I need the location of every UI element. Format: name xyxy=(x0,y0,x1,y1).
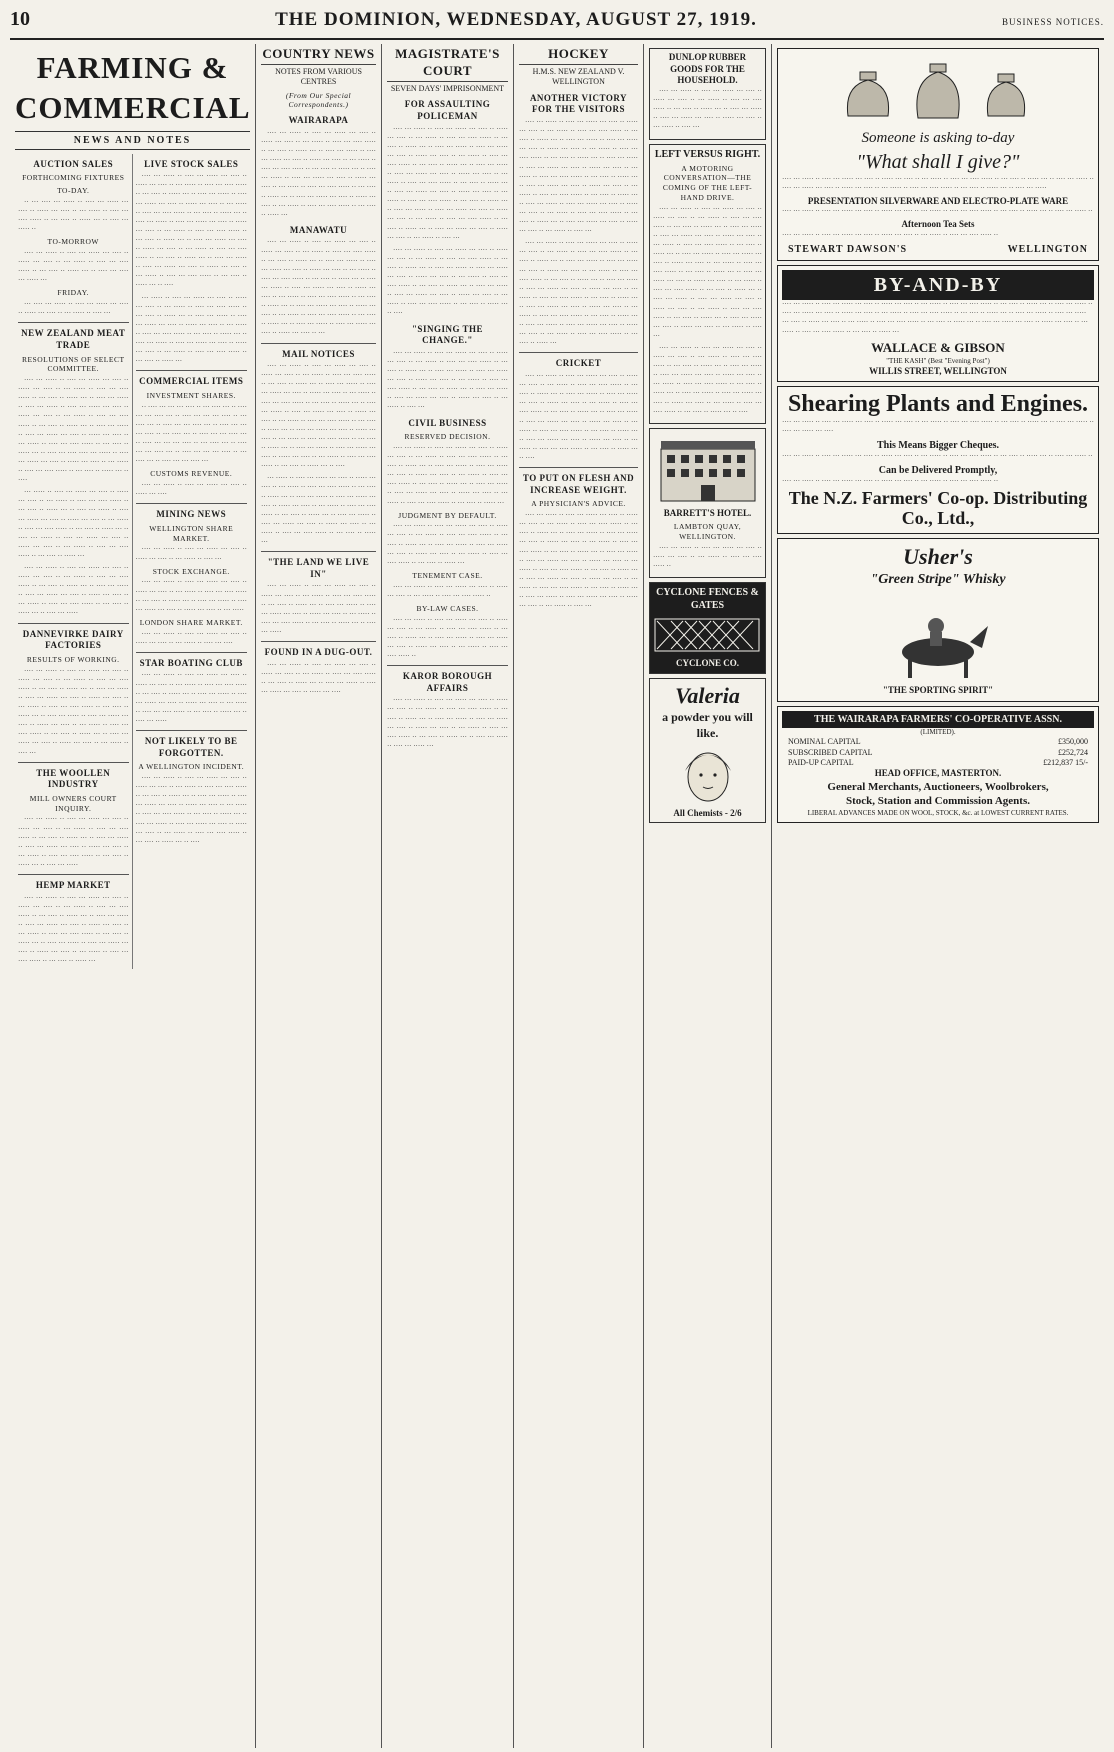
capital-row-nominal xyxy=(782,737,1094,747)
text-block: ···· ··· ····· ·· ···· ··· ····· ··· ···· ·· ····· ··· ···· ·· ··· ····· ·· ···· ··· ···· ····· ·· ··· ···· ·· ····· ··· ·· ···· ··· ····· ·· ···· ··· ····· ··· ···· ·· ····· ··· ···· ·· ··· ····· ·· ···· ··· ···· ····· ·· ··· ···· ·· ····· ··· ·· ···· ··· ····· ·· ···· ··· ····· ··· ···· ·· ····· ··· ···· ·· ··· ····· ·· ···· ··· ···· ····· ·· ··· ···· ·· ····· ··· ·· ···· xyxy=(387,245,508,318)
nominal-value: £350,000 xyxy=(1058,737,1088,747)
text-block: ···· ··· ····· ·· ···· ··· ····· ··· ···· ·· ····· ··· ···· ·· ··· ····· ·· ···· ··· xyxy=(135,545,247,563)
sporting-spirit: "THE SPORTING SPIRIT" xyxy=(882,685,994,696)
hockey-column xyxy=(514,44,644,1748)
assault-heading: FOR ASSAULTING POLICEMAN xyxy=(404,99,491,121)
ushers-whisky-ad xyxy=(777,538,1099,702)
country-news-subtitle: NOTES FROM VARIOUS CENTRES xyxy=(261,64,376,88)
divider xyxy=(519,352,638,353)
byandby-banner: BY-AND-BY xyxy=(782,270,1094,300)
text-block: ···· ··· ····· ·· ···· ··· ····· ··· ···· ·· ····· ··· ···· ·· ··· ····· ·· ···· ··· ···· ····· ·· ··· ···· ·· ····· ··· ·· ···· ··· ····· ·· ···· ··· ····· ··· ···· ·· ····· ··· ···· ·· ··· ····· ·· ···· ··· ···· ····· ·· ··· ···· ·· ····· ··· ·· ···· ··· ····· xyxy=(135,671,247,725)
mining-heading: MINING NEWS xyxy=(156,509,227,520)
civil-heading: CIVIL BUSINESS xyxy=(408,417,487,428)
text-block: ···· ··· ····· ·· ···· ··· ····· ··· ···· ·· ····· ··· ···· ·· ··· ····· ·· ···· ··· ···· ····· ·· ··· ···· ·· ····· ··· ·· ···· ··· ····· ·· ···· ··· ····· ··· ···· ·· ····· ··· ···· ·· ··· ····· ·· ···· ··· ···· ····· ·· ··· ···· ·· ····· ··· xyxy=(387,522,508,567)
magistrate-title: MAGISTRATE'S COURT xyxy=(395,46,500,78)
divider xyxy=(261,551,376,552)
text-block: ···· ··· ····· ·· ···· ··· ····· ··· ···· ·· ····· ··· ···· ·· ··· ····· ·· ···· ··· ···· ····· ·· ··· ···· ·· ····· ··· ·· ···· ··· ···· ··· ····· ··· xyxy=(18,248,129,285)
commercial-items-heading: COMMERCIAL ITEMS xyxy=(139,376,244,387)
paidup-value: £212,837 15/- xyxy=(1043,758,1088,767)
text-block: ··· ····· ·· ···· ··· ····· ··· ···· ·· ····· ··· ···· ·· ··· ····· ·· ···· ··· ···· ····· ·· ··· ···· ·· ····· ··· ·· ···· ··· ····· ·· ···· ··· ····· ··· ···· ·· ····· ··· ···· ·· ··· ····· ·· ···· ··· ···· ····· ·· ··· ···· ·· ····· ··· ·· ···· ··· ····· ·· ···· ··· ····· ··· ···· ·· ····· ··· ···· ·· ··· ····· ·· ···· ··· ···· ····· ·· ··· ···· ·· ····· ··· xyxy=(18,488,129,560)
text-block: ···· ··· ····· ·· ···· ··· ····· ··· ···· ·· ····· ··· ···· ·· ··· ····· ·· ···· ··· ···· ····· ·· ··· ···· ·· ····· ··· ·· ···· ··· ····· ·· ···· ··· ····· ··· ···· ·· ····· ··· ···· ·· ··· ····· ·· ···· ··· ···· ····· ·· ··· ···· ·· ····· ··· ·· ···· ··· ····· xyxy=(782,174,1094,192)
nz-farmers-ad xyxy=(777,386,1099,533)
divider xyxy=(18,623,129,624)
bylaw-heading: BY-LAW CASES. xyxy=(416,603,479,613)
valeria-ad xyxy=(649,678,766,823)
left-right-heading: LEFT VERSUS RIGHT. xyxy=(654,148,761,160)
motoring-subheading: A MOTORING CONVERSATION—THE COMING OF THE LEFT-HAND DRIVE. xyxy=(662,163,753,202)
lower-ads-row xyxy=(777,538,1099,702)
text-block: ···· ··· ····· ·· ···· ··· ····· ··· ···· ·· ····· ··· ···· ·· ··· ····· ·· ···· ··· ···· ····· ·· ··· ···· ·· ····· ··· ·· ···· ··· ····· ·· xyxy=(782,207,1093,216)
nz-meat-trade-heading: NEW ZEALAND MEAT TRADE xyxy=(21,328,126,350)
bigger-cheques: This Means Bigger Cheques. xyxy=(876,439,1000,451)
divider xyxy=(136,652,248,653)
text-block: ···· ··· ····· ·· ···· ··· ····· ··· ···· ·· ····· ··· ···· ·· ··· ····· ·· ···· ··· ···· ····· ·· ··· ···· ·· ····· ··· ·· ···· ··· ····· ·· ···· ··· ····· ··· ···· ·· ····· ··· ···· ·· ··· ····· ·· ···· ··· ···· ····· ·· ··· ···· ·· ····· ··· ·· ···· ··· ····· ·· ···· ··· ····· ··· ···· ·· ····· ··· ···· ·· ··· ····· ·· ···· ··· ···· ····· ·· ··· ···· ·· ····· ··· ·· ···· ··· ····· ··· ···· ·· ····· ··· ···· ·· ··· ····· ·· ···· ··· ···· ····· ·· ··· ···· ·· ····· ··· ·· ···· ··· ····· ·· ···· ··· ····· ··· ···· ·· ····· ··· ···· ·· ··· ····· ·· ···· ··· xyxy=(519,511,638,611)
fence-illustration xyxy=(653,615,763,655)
jockey-horse-illustration xyxy=(878,592,998,682)
tomorrow-heading: TO-MORROW xyxy=(47,237,99,247)
nz-meat-subheading: RESOLUTIONS OF SELECT COMMITTEE. xyxy=(21,354,125,374)
flesh-heading: TO PUT ON FLESH AND INCREASE WEIGHT. xyxy=(522,473,635,495)
correspondents-note: (From Our Special Correspondents.) xyxy=(285,90,352,110)
business-column xyxy=(644,44,772,1748)
valeria-slogan: a powder you will like. xyxy=(662,710,753,741)
divider xyxy=(261,343,376,344)
mail-notices-heading: MAIL NOTICES xyxy=(282,348,355,359)
left-right-article xyxy=(649,144,766,424)
text-block: ···· ··· ····· ·· ···· ··· ····· ··· ···· ·· ····· ··· ···· ·· ··· ····· ·· ···· ··· ···· ····· ·· ··· ···· ·· ····· ··· ·· ···· ··· ····· ·· ···· ··· ····· ··· ···· ·· ····· ··· ···· ·· ··· ····· ·· ···· ··· ···· ····· ·· ··· ···· ·· ····· ··· ·· ···· ··· ····· ·· ···· ··· ····· ··· xyxy=(387,696,508,750)
wallace-gibson-ad xyxy=(777,265,1099,382)
text-block: ···· ··· ····· ·· ···· ··· ····· ··· ···· ·· ····· ··· ···· ·· ··· ····· ·· ···· ··· ···· ····· ·· ··· ···· ·· ····· ··· ·· ···· ··· ····· ·· ···· ··· ····· ··· ···· ·· ····· ··· ···· ·· ··· ····· ·· ···· ··· ···· ····· ·· ··· ···· ·· ····· ··· ·· ···· ··· ····· ·· ···· ··· ····· ··· ···· ·· ····· ··· ···· ·· ··· ····· ·· ···· ··· ···· ····· ·· ··· ···· ·· ····· ··· ·· ···· ··· ····· ··· ···· ·· ····· ··· ···· ·· ··· ····· ·· ···· ··· ···· ····· ·· ··· ···· ·· ····· ··· xyxy=(782,300,1093,336)
kash-line: "THE KASH" (Best "Evening Post") xyxy=(886,356,990,365)
stock-exchange-heading: STOCK EXCHANGE. xyxy=(152,566,230,576)
karori-heading: KAROR BOROUGH AFFAIRS xyxy=(402,671,493,693)
farming-column xyxy=(10,44,256,1748)
stewart-line-1: Someone is asking to-day xyxy=(861,130,1015,146)
land-we-live-heading: "THE LAND WE LIVE IN" xyxy=(267,557,370,579)
liberal-advances: LIBERAL ADVANCES MADE ON WOOL, STOCK, &c. at LOWEST CURRENT RATES. xyxy=(807,808,1069,817)
farming-title: FARMING & COMMERCIAL xyxy=(15,50,251,126)
manawatu-heading: MANAWATU xyxy=(289,224,348,235)
text-block: ···· ··· ····· ·· ···· ··· ····· ··· ···· ·· ····· ··· ···· ·· ··· ····· ·· ···· ··· ···· ····· ·· ··· ···· ·· ····· ··· ·· ···· ··· ····· ·· ···· ··· ····· ··· ···· ·· ····· ··· ···· ·· ··· ····· ·· ···· ··· ···· ····· ·· ··· ···· ·· ····· ··· ·· ···· ··· ····· xyxy=(18,563,129,618)
green-stripe: "Green Stripe" Whisky xyxy=(870,572,1006,588)
text-block: ···· ··· ····· ·· ···· ··· ····· ··· ···· ·· ····· ··· ···· ·· ··· ····· ·· ···· ··· ···· ····· ·· ··· ···· ·· ····· ··· ·· ···· ··· ····· ·· ···· ··· ····· ··· ···· ·· ····· ··· ···· ·· ··· ····· ·· ···· ··· ···· ····· ·· xyxy=(387,615,508,660)
cyclone-company: CYCLONE CO. xyxy=(675,658,739,669)
stewart-firm: STEWART DAWSON'S xyxy=(788,244,908,256)
woollen-heading: THE WOOLLEN INDUSTRY xyxy=(36,767,111,790)
divider xyxy=(519,467,638,468)
divider xyxy=(387,665,508,666)
not-forgotten-heading: NOT LIKELY TO BE FORGOTTEN. xyxy=(144,735,238,758)
text-block: ···· ··· ····· ·· ···· ··· ····· ··· ···· ·· ····· ··· ···· ·· ··· ····· ·· ···· ··· ···· ····· ·· ··· ···· ·· ····· ··· ·· ···· ··· ····· ·· ···· ··· ····· ··· ···· ·· ····· ··· ···· ·· ··· ····· ·· ···· ··· ···· ····· ·· ··· ···· ·· ····· ··· ·· ···· ··· ····· ·· ···· ··· ····· ··· ···· ·· ····· ··· ···· ·· ··· ····· ·· ···· ··· ···· ····· ·· ··· ···· ·· ····· ··· ·· ···· ··· ····· ··· ···· ·· ····· ··· ···· ·· ··· ····· ·· ···· ··· ···· ····· ·· ··· ···· ·· ····· ··· ·· ···· ··· ····· ·· ···· ··· ····· ··· ···· ·· ····· ··· ···· ·· ··· ····· ·· ···· ··· ···· ····· ·· ··· ···· ·· ····· ··· xyxy=(519,239,638,348)
today-heading: TO-DAY. xyxy=(57,186,90,196)
text-block: ···· ··· ····· ·· ···· ··· ····· ··· ···· ·· ····· ··· ···· ·· ··· ····· ·· ···· ··· ···· ····· ·· ··· ···· ·· ····· ··· ·· ···· ··· ····· ·· ···· ··· ····· ··· ···· ·· ····· ··· ···· ·· ··· ····· ·· ···· ··· ···· ····· ·· ··· ···· ·· ····· ··· ·· ···· ··· ····· ·· ···· ··· ····· ··· ···· ·· ····· ··· ···· ·· ··· ····· ·· ···· ··· ···· ····· ·· ··· ···· ·· ····· ··· ·· ···· ··· ····· ··· ···· ·· ····· ··· ···· ·· ··· ····· ·· ···· ··· ···· ····· ·· ··· ···· ·· ····· ··· ·· ···· ··· ····· ·· ···· ··· ····· ··· ···· ·· ····· ··· ···· ·· ··· xyxy=(261,238,376,338)
text-block: ···· ··· ····· ·· ···· ··· ····· ··· ···· ·· ····· ··· ···· ·· ··· ····· ·· ···· ··· ···· ····· ·· ··· ···· ·· ····· ··· ·· ···· ··· ····· ·· ···· ··· ····· ··· ···· xyxy=(782,417,1094,435)
general-merchants: General Merchants, Auctioneers, Woolbrokers, xyxy=(827,781,1049,794)
text-block: ···· ··· ····· ·· ···· ··· ····· ··· ···· ·· ····· ··· ···· ·· ··· ····· ·· ···· ··· ···· ····· ·· ··· ···· ·· ····· ··· ·· ···· ··· ····· ·· ···· ··· ····· ··· ···· ·· ····· ··· ···· ·· ··· ····· ·· ···· ··· ···· ····· ·· ··· ···· ·· ····· ··· ·· ···· ··· ····· ·· ···· ··· ····· ··· ···· ·· ····· ··· ···· ·· ··· ····· ·· ···· ··· ···· ····· ·· ··· ···· ·· ····· ··· ·· ···· xyxy=(135,774,247,846)
subscribed-label: SUBSCRIBED CAPITAL xyxy=(788,747,873,757)
reserved-heading: RESERVED DECISION. xyxy=(404,432,491,442)
country-news-title: COUNTRY NEWS xyxy=(262,46,375,61)
dannevirke-heading: DANNEVIRKE DAIRY FACTORIES xyxy=(22,628,124,651)
cyclone-heading: CYCLONE FENCES & GATES xyxy=(656,587,759,612)
divider xyxy=(18,874,129,875)
text-block: ···· ··· ····· ·· ···· ··· ····· ··· ···· ·· ····· ··· ···· ·· ··· ····· ·· ···· ··· ···· ····· ·· ··· ···· ·· ····· ··· ·· ···· ··· ····· ·· ···· ··· ····· ··· ···· ·· ····· ··· ···· ·· ··· ····· ·· ···· ··· ···· ····· ·· ··· ···· ·· ····· ··· ·· ···· ··· ····· ·· ···· ··· ····· ··· ···· ·· ····· ··· ···· ·· ··· ····· ·· ···· ··· ···· ····· ·· ··· ···· ·· ····· ··· ·· ···· ··· ····· ··· ···· ·· ····· ··· ···· ·· ··· ····· ·· ···· ··· ···· ····· ·· ··· ···· ·· ····· ··· ·· ···· ··· ····· ·· ···· ··· ····· ··· ···· ·· ····· ··· ···· ·· ··· ····· ·· ···· ··· ···· ····· ·· ··· ···· ·· ····· ··· ·· ···· ··· ····· ··· ···· ·· ····· ··· ···· ·· ··· ····· ·· ···· ··· xyxy=(387,124,508,242)
divider xyxy=(136,730,248,731)
text-block: ···· ··· ····· ·· ···· ··· ····· ··· ···· ·· ····· ··· ···· ·· ··· ····· ·· ···· ··· ···· ····· ·· ··· ···· ·· ····· ··· ·· ···· ··· ····· ·· ···· ··· ····· ··· ···· ·· ····· ··· ···· ·· ··· ····· ·· ···· ··· xyxy=(653,87,762,132)
forthcoming-heading: FORTHCOMING FIXTURES xyxy=(22,173,125,183)
hockey-subtitle: H.M.S. NEW ZEALAND V. WELLINGTON xyxy=(519,64,638,88)
nz-farmers-firm: The N.Z. Farmers' Co-op. Distributing Co., Ltd., xyxy=(788,488,1088,528)
text-block: ···· ··· ····· ·· ···· ··· ····· ··· ···· ·· ····· ··· ···· ·· ··· ····· ·· ···· ··· ···· ····· ·· ··· ···· ·· ····· ··· ·· ···· ··· ····· ·· ···· ··· ····· ··· ···· ·· ····· ··· ···· ·· ··· ····· ·· ···· ··· ···· ····· ·· ··· ···· ·· ····· ··· ·· ···· ··· ····· ·· ···· ··· ····· ··· ···· ·· ····· ··· ···· ·· ··· ····· ·· ···· ··· ···· ····· ·· ··· ···· ·· ····· ··· ·· ···· xyxy=(653,343,762,416)
wairarapa-farmers-ad xyxy=(777,706,1099,823)
auction-sales-heading: AUCTION SALES xyxy=(33,158,114,169)
afternoon-heading: Afternoon Tea Sets xyxy=(901,219,975,230)
divider xyxy=(18,762,129,763)
text-block: ···· ··· ····· ·· ···· ··· ····· ··· ···· ·· ····· ··· ···· ·· ··· ····· ·· ···· ··· ···· ····· ·· ··· ···· ·· ····· ··· ·· ···· ··· ····· ·· ···· ··· ····· ··· ···· ·· ····· ··· ···· ·· ··· ····· ·· ···· ··· ···· ····· ·· ··· ···· ·· ····· ··· ·· ···· ··· ····· ·· ···· ··· ····· ··· ···· ·· ····· ··· ···· ·· ··· ····· ·· ···· ··· xyxy=(387,348,508,412)
columns xyxy=(10,44,1104,1748)
barretts-heading: BARRETT'S HOTEL. xyxy=(663,507,752,518)
barretts-ad xyxy=(649,428,766,578)
head-office: HEAD OFFICE, MASTERTON. xyxy=(874,768,1002,779)
stewart-city: WELLINGTON xyxy=(1007,244,1088,256)
barretts-address: LAMBTON QUAY, WELLINGTON. xyxy=(673,522,742,542)
hockey-title: HOCKEY xyxy=(548,46,609,61)
advice-heading: A PHYSICIAN'S ADVICE. xyxy=(531,499,626,509)
farming-subcolumn-left xyxy=(15,154,133,970)
text-block: ··· ····· ·· ···· ··· ····· ··· ···· ·· ····· ··· ···· ·· ··· ····· ·· ···· ··· ···· ····· ·· ··· ···· ·· ····· ··· ·· ···· ··· ····· ·· ···· ··· ····· ··· ···· ·· ····· ··· ···· ·· ··· ····· ·· ···· ··· ···· ····· ·· ··· ···· ·· ····· ··· ·· ···· ··· ····· ·· ···· ··· ····· ··· ···· ·· ····· ··· ···· ·· ··· ····· ·· ···· ··· ···· ····· ·· ··· ···· ·· ····· ··· xyxy=(261,474,376,546)
cyclone-ad xyxy=(649,582,766,674)
text-block: ··· ···· ··· ····· ·· ···· ··· ····· ··· ···· ·· ····· ··· ···· ·· ··· ····· ·· ···· ··· xyxy=(18,300,129,318)
stock-station: Stock, Station and Commission Agents. xyxy=(846,795,1030,808)
tenement-heading: TENEMENT CASE. xyxy=(412,570,483,580)
hemp-heading: HEMP MARKET xyxy=(35,880,111,891)
text-block: ···· ··· ····· ·· ···· ··· ····· ··· ···· ·· ····· ··· ···· ·· ··· ····· ·· ···· ··· ···· ····· ·· ··· ···· ·· ····· ··· ·· ···· ··· ····· ·· ···· ··· ····· ··· ···· ·· ····· ··· ···· ·· ··· ····· ·· ···· ··· ···· ····· ·· ··· ···· ·· ····· ··· ·· ···· ··· ····· ·· ···· ··· ····· ··· ···· ·· ····· ··· ···· ·· ··· ····· ·· ···· ··· ···· ····· ·· ··· ···· ·· ····· ··· ·· ···· ··· ····· ··· ···· ·· ····· ··· ···· ·· ··· ····· ·· ···· ··· ···· ····· ·· ··· ···· ·· ····· ··· ·· ···· ··· ····· ·· ···· ··· ····· ··· ···· ·· ····· ··· ···· ·· ··· ····· ·· ···· ··· ···· ····· ·· ··· ···· ·· ····· ··· ·· ···· xyxy=(135,172,247,290)
farming-subcolumns xyxy=(15,154,250,970)
live-stock-heading: LIVE STOCK SALES xyxy=(144,158,239,169)
business-notices-label: BUSINESS NOTICES. xyxy=(1001,17,1104,27)
text-block: ···· ··· ····· ·· ···· ··· ····· ··· ···· ·· ····· ··· ···· ·· ··· ····· ·· ···· ··· ···· ····· ·· ··· ···· ·· ····· ··· ·· ···· ··· ····· ·· ···· ··· ····· ··· ···· ·· ····· ··· ···· ·· ··· ····· ·· ···· ··· ···· ····· ·· ··· ···· ·· ····· ··· ·· ···· ··· ····· ·· ···· ··· ····· ··· ···· ·· ····· ··· ···· ·· ··· ····· ·· ···· ··· ···· ····· ·· ··· ···· ·· ····· ··· ·· ···· ··· ····· ··· ···· ·· ····· ··· ···· ·· ··· ····· ·· ···· ··· ···· ····· ·· ··· ···· ·· ····· ··· ·· ···· ··· ····· ·· ···· ··· ····· ··· ···· ·· ····· ··· ···· ·· ··· ····· ·· ···· ··· ···· ····· ·· ··· ···· ·· ····· ··· ·· ···· ··· ····· ··· ···· ·· ····· ··· ···· ·· ··· ····· ·· ···· ··· xyxy=(519,118,638,236)
stewart-dawson-ad xyxy=(777,48,1099,261)
farming-subcolumn-right xyxy=(133,154,251,970)
incident-heading: A WELLINGTON INCIDENT. xyxy=(138,762,245,772)
page-number: 10 xyxy=(10,8,30,30)
customs-heading: CUSTOMS REVENUE. xyxy=(150,469,233,479)
nominal-label: NOMINAL CAPITAL xyxy=(788,737,861,747)
text-block: ·· ···· ··· ··· ··· ···· ·· ··· ···· ··· ·· ···· ··· ··· ···· ··· ·· ···· ··· ··· ··· ···· ·· ··· ···· ··· ·· ···· ··· ··· ···· ··· ·· ···· ··· ··· ··· ···· ·· ··· ···· ··· ·· ···· ··· ··· ···· ··· ·· ···· ··· ··· ··· ···· ·· ··· ···· ··· ·· ···· ··· ··· ···· ··· ·· ···· ··· ··· ··· ···· ·· ··· ···· ··· ·· ···· ··· ··· ···· ··· xyxy=(135,402,247,466)
dunlop-ad xyxy=(649,48,766,140)
text-block: ···· ··· ····· ·· ···· ··· ····· ··· ···· ·· ····· ··· ···· ·· ··· ····· ·· ···· ··· ···· ····· ·· xyxy=(653,543,762,571)
wallace-firm: WALLACE & GIBSON xyxy=(871,339,1005,355)
divider xyxy=(136,503,248,504)
singing-heading: "SINGING THE CHANGE." xyxy=(411,323,484,346)
wairarapa-limited: (LIMITED). xyxy=(920,728,956,737)
text-block: ···· ··· ····· ·· ···· ··· ····· ··· ···· ·· ····· ··· ···· ·· ··· ····· ·· ···· ··· ···· ····· ·· xyxy=(387,582,508,600)
valeria-brand: Valeria xyxy=(675,682,740,708)
shearing-title: Shearing Plants and Engines. xyxy=(787,391,1089,418)
wellington-share-heading: WELLINGTON SHARE MARKET. xyxy=(149,523,234,543)
magistrate-subtitle: SEVEN DAYS' IMPRISONMENT xyxy=(387,81,508,94)
divider xyxy=(18,322,129,323)
text-block: ···· ··· ····· ·· ···· ··· ····· ··· ···· ·· ····· ··· ···· ·· ··· ····· ·· ···· ··· ···· ····· ·· ··· ···· ·· ····· ··· ·· ···· ··· ····· ·· ···· ··· ····· ··· ···· ·· ····· ··· ···· ·· ··· ····· ·· ···· ··· ···· ····· ·· ··· ···· ·· ····· ··· ·· ···· ··· ····· ·· ···· ··· ····· ··· ···· ·· ····· ··· ···· ·· ··· ····· ·· ···· ··· ···· ····· ·· ··· ···· ·· ····· ··· ·· ···· ··· ····· ··· ···· ·· ····· ··· ···· ·· ··· ····· ·· ···· ··· ···· ····· ·· ··· ···· ·· ····· ··· xyxy=(261,128,376,219)
woman-face-illustration xyxy=(663,745,753,805)
wairarapa-assn-title: THE WAIRARAPA FARMERS' CO-OPERATIVE ASSN. xyxy=(782,711,1094,728)
stewart-line-2: "What shall I give?" xyxy=(856,150,1020,173)
star-boating-heading: STAR BOATING CLUB xyxy=(139,657,243,668)
text-block: ···· ··· ····· ·· ···· ··· ····· ··· ···· ·· ····· ··· ···· ·· ··· ····· ·· ···· ··· ···· ····· ·· ··· ···· ·· ····· ··· ·· ···· ··· ····· ·· ···· ··· ····· ··· ···· ·· ····· ··· ···· ·· ··· ····· ·· ···· ··· ···· ····· ·· ··· ···· ·· ····· ··· ·· ···· ··· ····· ·· ···· ··· ····· ··· ···· ·· ····· ··· ···· ·· ··· ····· ·· ···· ··· ···· ····· ·· ··· ···· ·· ····· ··· ·· ···· ··· ····· ··· ···· ·· ····· ··· ···· ·· ··· ····· ·· ···· ··· xyxy=(18,666,129,757)
dannevirke-subheading: RESULTS OF WORKING. xyxy=(26,654,120,664)
silver-tea-set-illustration xyxy=(788,56,1088,126)
woollen-subheading: MILL OWNERS COURT INQUIRY. xyxy=(29,793,117,813)
text-block: ···· ··· ····· ·· ···· ··· ····· ··· ···· ·· ····· ··· ···· xyxy=(135,481,247,499)
valeria-price: All Chemists - 2/6 xyxy=(673,807,742,818)
investment-heading: INVESTMENT SHARES. xyxy=(146,390,236,400)
text-block: ···· ··· ····· ·· ···· ··· ····· ··· ···· ·· ····· ··· ···· ·· ··· ····· ·· ···· ··· ···· ····· ·· ··· ···· ·· ····· ··· ·· ···· ··· ····· ·· ···· ··· ····· ··· ···· ·· ····· ··· ···· ·· ··· ····· ·· ···· ··· ···· ····· ·· ··· ···· ·· ····· ··· ·· ···· ··· ····· ·· ···· ··· ····· ··· ···· ·· ····· ··· ···· ·· ··· ····· ·· ···· ··· ···· ····· ·· ··· ···· ·· ····· ··· xyxy=(387,443,508,507)
display-ads-column xyxy=(772,44,1104,1748)
text-block: ·· ··· ···· ··· ····· ·· ···· ··· ····· ··· ···· ·· ····· ··· ···· ·· ··· ····· ·· ···· ··· ···· ····· ·· ··· ···· ·· ····· ··· ·· ···· ··· ····· ·· xyxy=(18,197,129,234)
ushers-brand: Usher's xyxy=(903,543,973,569)
text-block: ···· ··· ····· ·· ···· ··· ····· ··· ···· ·· ····· ··· ···· ·· ··· ····· ·· ···· ··· ···· ····· ·· ··· ···· ·· ····· ··· ·· ···· ··· ····· ·· xyxy=(782,451,1093,460)
capital-row-subscribed xyxy=(782,748,1094,758)
divider xyxy=(261,641,376,642)
masthead xyxy=(10,8,1104,40)
london-share-heading: LONDON SHARE MARKET. xyxy=(139,617,243,627)
text-block: ···· ··· ····· ·· ···· ··· ····· ··· ···· ·· ····· ··· ···· ·· ··· ····· ·· ···· ··· ···· ····· ·· xyxy=(782,231,999,240)
judgment-heading: JUDGMENT BY DEFAULT. xyxy=(398,510,497,520)
divider xyxy=(136,370,248,371)
delivered-promptly: Can be Delivered Promptly, xyxy=(878,464,998,476)
paidup-label: PAID-UP CAPITAL xyxy=(788,758,854,767)
willis-address: WILLIS STREET, WELLINGTON xyxy=(869,365,1007,376)
magistrate-column xyxy=(382,44,514,1748)
friday-heading: FRIDAY. xyxy=(57,288,90,298)
text-block: ···· ··· ····· ·· ···· ··· ····· ··· ···· ·· ····· ··· ···· ·· ··· ····· ·· ···· ··· ···· ····· ·· ··· ···· ·· ····· ··· ·· ···· ··· ····· ·· ···· ··· ····· ··· ···· ·· ····· ··· ···· xyxy=(261,660,376,696)
wairarapa-heading: WAIRARAPA xyxy=(288,115,349,126)
newspaper-title: THE DOMINION, WEDNESDAY, AUGUST 27, 1919. xyxy=(275,9,757,30)
hotel-building-illustration xyxy=(653,435,763,505)
capital-row-paidup xyxy=(782,758,1094,768)
farming-subtitle: NEWS AND NOTES xyxy=(15,131,250,150)
country-news-column xyxy=(256,44,382,1748)
victory-heading: ANOTHER VICTORY FOR THE VISITORS xyxy=(529,92,628,115)
text-block: ···· ··· ····· ·· ···· ··· ····· ··· ···· ·· ····· ··· ···· ·· ··· ····· ·· ···· ··· ···· ····· ·· ··· ···· ·· ····· ··· ·· ···· ··· ····· ·· ···· ··· ····· ·· ···· ··· ····· ··· ···· ·· ····· ··· ···· ·· ··· ····· ·· ···· ··· ···· ····· ·· ··· ···· ·· ····· ··· ·· ···· ··· ····· ·· ···· ··· ····· ··· ···· ·· ····· ··· ···· ·· ··· ····· ·· ···· ··· ···· ····· ·· ··· ···· ·· ····· ··· ·· ···· ··· ···· ···· ··· ····· ·· ···· ··· ····· ··· ···· ·· ····· ··· ···· ·· ··· ····· ·· ···· ··· ···· ····· ·· ··· ···· ·· ····· ··· ·· ···· xyxy=(18,376,129,485)
presentation-heading: PRESENTATION SILVERWARE AND ELECTRO-PLATE WARE xyxy=(807,195,1069,206)
text-block: ···· ··· ····· ·· ···· ··· ····· ··· ···· ·· ····· ··· ···· ·· ··· ····· ·· ···· ··· ···· ····· ·· ··· ···· ·· ····· ··· ·· ···· ··· ····· ·· ···· ··· ····· ··· ···· ·· ····· ··· ···· ·· ··· ····· ·· ···· ··· ···· ····· ·· ··· ···· ·· ····· ··· ·· ···· ··· ····· xyxy=(18,815,129,869)
text-block: ···· ··· ····· ·· ···· ··· ····· ··· ···· ·· ····· ··· ···· ·· ··· ····· ·· ···· ··· ···· xyxy=(135,629,247,647)
stewart-footer xyxy=(782,243,1094,256)
found-heading: FOUND IN A DUG-OUT. xyxy=(264,647,373,658)
text-block: ···· ··· ····· ·· ···· ··· ····· ··· ···· ·· ····· ··· ···· ·· ··· ····· ·· ···· ··· ···· ····· ·· ··· ···· ·· ····· ··· ·· ···· ··· ····· ·· ···· ··· ····· ··· ···· ·· ····· ··· ···· ·· ··· ····· ·· ···· ··· ···· ····· ·· ··· ···· ·· ····· ··· ·· ···· ··· ····· ·· ···· ··· ····· ··· ···· ·· ····· ··· ···· ·· ··· ····· ·· ···· ··· ···· ····· ·· ··· ···· ·· ····· ··· xyxy=(18,893,129,966)
cricket-heading: CRICKET xyxy=(555,358,602,369)
text-block: ···· ··· ····· ·· ···· ··· ····· ··· ···· ·· ····· ··· ···· ·· ··· ····· ·· ···· ··· ···· ····· ·· ··· ···· ·· ····· ··· ·· ···· ··· ····· ·· ···· ··· ····· ··· ···· ·· ····· ··· ···· ·· ··· ····· xyxy=(135,578,247,614)
text-block: ···· ··· ····· ·· ···· ··· ····· ··· ···· ·· ····· ··· ···· ·· ··· ····· ·· ···· ··· ···· ····· ·· ··· ···· ·· ····· ··· ·· ···· ··· ····· ·· ···· ··· ····· ··· ···· ·· ····· ··· ···· ·· ··· ····· ·· ···· ··· ···· ····· ·· ··· ···· ·· ····· ··· ·· ···· ··· ····· ·· ···· ··· ····· ··· ···· ·· ····· ··· ···· ·· ··· ····· ·· ···· ··· ···· ····· ·· ··· ···· ·· ····· ··· ·· ···· ··· ····· ··· ···· ·· ····· ··· ···· ·· ··· ····· ·· ···· ··· ···· ····· ·· ··· ···· ·· ····· ··· ·· ···· ··· ····· ·· ···· ··· ····· ··· ···· ·· ····· ··· ···· ·· ··· ····· ·· ···· ··· ···· ····· ·· ··· ···· ·· ····· ··· ·· ···· xyxy=(261,362,376,471)
text-block: ···· ··· ····· ·· ···· ··· ····· ··· ···· ·· ····· ··· ···· ·· ··· ····· ·· ···· ··· ···· ····· ·· xyxy=(782,476,999,485)
text-block: ···· ··· ····· ·· ···· ··· ····· ··· ···· ·· ····· ··· ···· ·· ··· ····· ·· ···· ··· ···· ····· ·· ··· ···· ·· ····· ··· ·· ···· ··· ····· ·· ···· ··· ····· ··· ···· ·· ····· ··· ···· ·· ··· ····· ·· ···· ··· ···· ····· ·· ··· ···· ·· ····· ··· ·· ···· ··· ····· ·· ···· ··· ····· ··· ···· ·· ····· ··· ···· ·· ··· ····· ·· ···· ··· ···· ····· ·· ··· ···· ·· ····· ··· ·· ···· ··· ····· ··· ···· ·· ····· ··· ···· ·· ··· ····· ·· ···· ··· ···· ····· ·· ··· ···· ·· ····· ··· ·· ···· ··· ····· ·· ···· ··· ····· ··· ···· ·· ····· ··· ···· ·· ··· ····· ·· ···· ··· ···· ····· ·· ··· ···· ·· ····· ··· ·· ···· ··· ····· ··· ···· ·· ····· ··· ···· ·· ··· ····· ·· ···· ··· xyxy=(653,204,762,340)
text-block: ···· ··· ····· ·· ···· ··· ····· ··· ···· ·· ····· ··· ···· ·· ··· ····· ·· ···· ··· ···· ····· ·· ··· ···· ·· ····· ··· ·· ···· ··· ····· ·· ···· ··· ····· ··· ···· ·· ····· ··· ···· ·· ··· ····· ·· ···· ··· ···· ····· ·· ··· ···· ·· ····· ··· ·· ···· ··· ····· xyxy=(261,582,376,636)
subscribed-value: £252,724 xyxy=(1058,747,1088,757)
dunlop-heading: DUNLOP RUBBER GOODS FOR THE HOUSEHOLD. xyxy=(668,52,747,86)
text-block: ··· ····· ·· ···· ··· ····· ··· ···· ·· ····· ··· ···· ·· ··· ····· ·· ···· ··· ···· ····· ·· ··· ···· ·· ····· ··· ·· ···· ··· ····· ·· ···· ··· ····· ··· ···· ·· ····· ··· ···· ·· ··· ····· ·· ···· ··· ···· ····· ·· ··· ···· ·· ····· ··· ·· ···· ··· ····· ·· ···· ··· ····· ··· ···· ·· ····· ··· ···· ·· ··· ····· ·· ···· ··· ···· ····· ·· ··· ···· ·· ····· ··· xyxy=(135,293,247,366)
text-block: ···· ··· ····· ·· ···· ··· ····· ··· ···· ·· ····· ··· ···· ·· ··· ····· ·· ···· ··· ···· ····· ·· ··· ···· ·· ····· ··· ·· ···· ··· ····· ·· ···· ··· ····· ··· ···· ·· ····· ··· ···· ·· ··· ····· ·· ···· ··· ···· ····· ·· ··· ···· ·· ····· ··· ·· ···· ··· ····· ·· ···· ··· ····· ··· ···· ·· ····· ··· ···· ·· ··· ····· ·· ···· ··· ···· ····· ·· ··· ···· ·· ····· ··· ·· ···· ··· ····· ··· ···· ·· ····· ··· ···· ·· ··· ····· ·· ···· ··· ···· ····· ·· ··· ···· ·· ····· ··· ·· ···· xyxy=(519,372,638,462)
